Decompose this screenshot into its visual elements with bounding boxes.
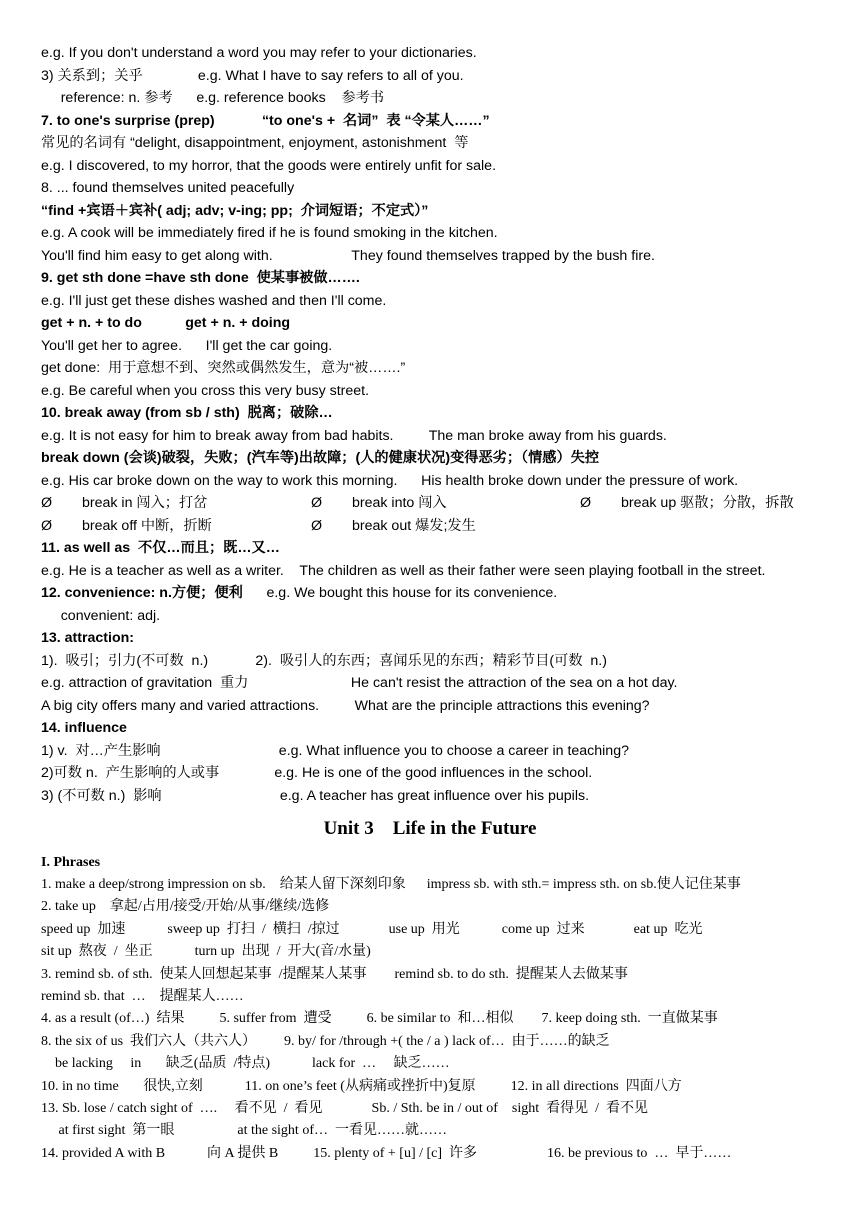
text-line: 3) 关系到；关乎 e.g. What I have to say refers to all of you. [41,67,464,84]
phrase-line: 2. take up 拿起/占用/接受/开始/从事/继续/选修 [41,899,330,915]
phrase-line: speed up 加速 sweep up 打扫 / 横扫 /掠过 use up 用光 come up 过来 eat up 吃光 [41,921,703,937]
bullet-item: break out 爆发;发生 [352,517,476,534]
bullet-item: break up 驱散；分散，拆散 [621,495,794,511]
phrase-line: 8. the six of us 我们六人（共六人） 9. by/ for /through +( the / a ) lack of… 由于……的缺乏 [41,1033,610,1049]
text-line: e.g. He is a teacher as well as a writer. The children as well as their father were seen playing football in the street. [41,562,766,579]
text-line: A big city offers many and varied attractions. What are the principle attractions this evening? [41,697,650,714]
text-line: e.g. attraction of gravitation 重力 He can't resist the attraction of the sea on a hot day. [41,675,678,691]
text-line: 9. get sth done =have sth done 使某事被做……. [41,270,360,286]
phrase-line: 10. in no time 很快,立刻 11. on one’s feet (从病痛或挫折中)复原 12. in all directions 四面八方 [41,1078,682,1094]
text-line: You'll find him easy to get along with. They found themselves trapped by the bush fire. [41,247,655,264]
bullet-item: break into 闯入 [352,495,447,511]
text-line: 11. as well as 不仅…而且；既…又… [41,540,280,556]
text-line: break down (会谈)破裂，失败；(汽车等)出故障；(人的健康状况)变得恶劣；（情感）失控 [41,450,600,466]
text-line: 10. break away (from sb / sth) 脱离；破除… [41,405,333,421]
phrase-line: 1. make a deep/strong impression on sb. 给某人留下深刻印象 impress sb. with sth.= impress sth. on sb.使人记住某事 [41,877,741,892]
phrase-line: be lacking in 缺乏(品质 /特点) lack for … 缺乏…… [41,1056,450,1072]
text-line: e.g. His car broke down on the way to work this morning. His health broke down under the pressure of work. [41,472,739,489]
text-line: e.g. If you don't understand a word you may refer to your dictionaries. [41,45,477,61]
phrase-line: remind sb. that … 提醒某人…… [41,989,244,1004]
bullet-item: break off 中断，折断 [82,517,212,534]
text-line: 常见的名词有 “delight, disappointment, enjoyment, astonishment 等 [41,135,469,151]
phrase-line: 3. remind sb. of sth. 使某人回想起某事 /提醒某人某事 remind sb. to do sth. 提醒某人去做某事 [41,966,628,982]
phrase-line: 4. as a result (of…) 结果 5. suffer from 遭受 6. be similar to 和…相似 7. keep doing sth. 一直做某事 [41,1011,718,1027]
text-line: 13. attraction: [41,630,135,646]
bullet-icon: Ø [41,495,53,511]
phrase-line: 13. Sb. lose / catch sight of …. 看不见 / 看见 Sb. / Sth. be in / out of sight 看得见 / 看不见 [41,1101,649,1116]
text-line: 14. influence [41,720,127,736]
text-line: 7. to one's surprise (prep) “to one's + 名词” 表 “令某人……” [41,112,490,129]
text-line: 12. convenience: n.方便；便利 e.g. We bought this house for its convenience. [41,585,558,601]
text-line: get + n. + to do get + n. + doing [41,315,291,331]
bullet-icon: Ø [580,495,592,511]
bullet-icon: Ø [311,517,323,534]
text-line: e.g. I discovered, to my horror, that the goods were entirely unfit for sale. [41,157,497,174]
text-line: 3) (不可数 n.) 影响 e.g. A teacher has great influence over his pupils. [41,787,590,804]
phrase-line: at first sight 第一眼 at the sight of… 一看见……就…… [41,1123,447,1139]
text-line: “find +宾语＋宾补( adj; adv; v-ing; pp; 介词短语；不定式）” [41,202,429,219]
bullet-icon: Ø [311,495,323,511]
text-line: reference: n. 参考 e.g. reference books 参考书 [41,90,385,106]
unit-title: Unit 3 Life in the Future [323,818,537,839]
text-line: 2)可数 n. 产生影响的人或事 e.g. He is one of the good influences in the school. [41,765,593,781]
text-line: e.g. I'll just get these dishes washed and then I'll come. [41,292,387,309]
text-line-tail: e.g. We bought this house for its convenience. [242,585,558,601]
section-heading: I. Phrases [41,855,101,870]
text-line: e.g. It is not easy for him to break away from bad habits. The man broke away from his guards. [41,427,667,444]
bullet-icon: Ø [41,517,53,534]
phrase-line: 14. provided A with B 向 A 提供 B 15. plenty of + [u] / [c] 许多 16. be previous to … 早于…… [41,1145,732,1161]
text-line: You'll get her to agree. I'll get the car going. [41,337,333,354]
text-line: 8. ... found themselves united peacefully [41,180,295,196]
text-line: e.g. A cook will be immediately fired if he is found smoking in the kitchen. [41,225,498,241]
text-line: 1). 吸引；引力(不可数 n.) 2). 吸引人的东西；喜闻乐见的东西；精彩节目(可数 n.) [41,652,607,669]
phrase-line: sit up 熬夜 / 坐正 turn up 出现 / 开大(音/水量) [41,944,371,960]
text-line: convenient: adj. [41,607,161,624]
bullet-item: break in 闯入；打岔 [82,495,208,511]
text-line: e.g. Be careful when you cross this very busy street. [41,382,370,399]
text-line: 1) v. 对…产生影响 e.g. What influence you to choose a career in teaching? [41,742,629,759]
text-line: get done: 用于意想不到、突然或偶然发生，意为“被…….” [41,360,406,376]
